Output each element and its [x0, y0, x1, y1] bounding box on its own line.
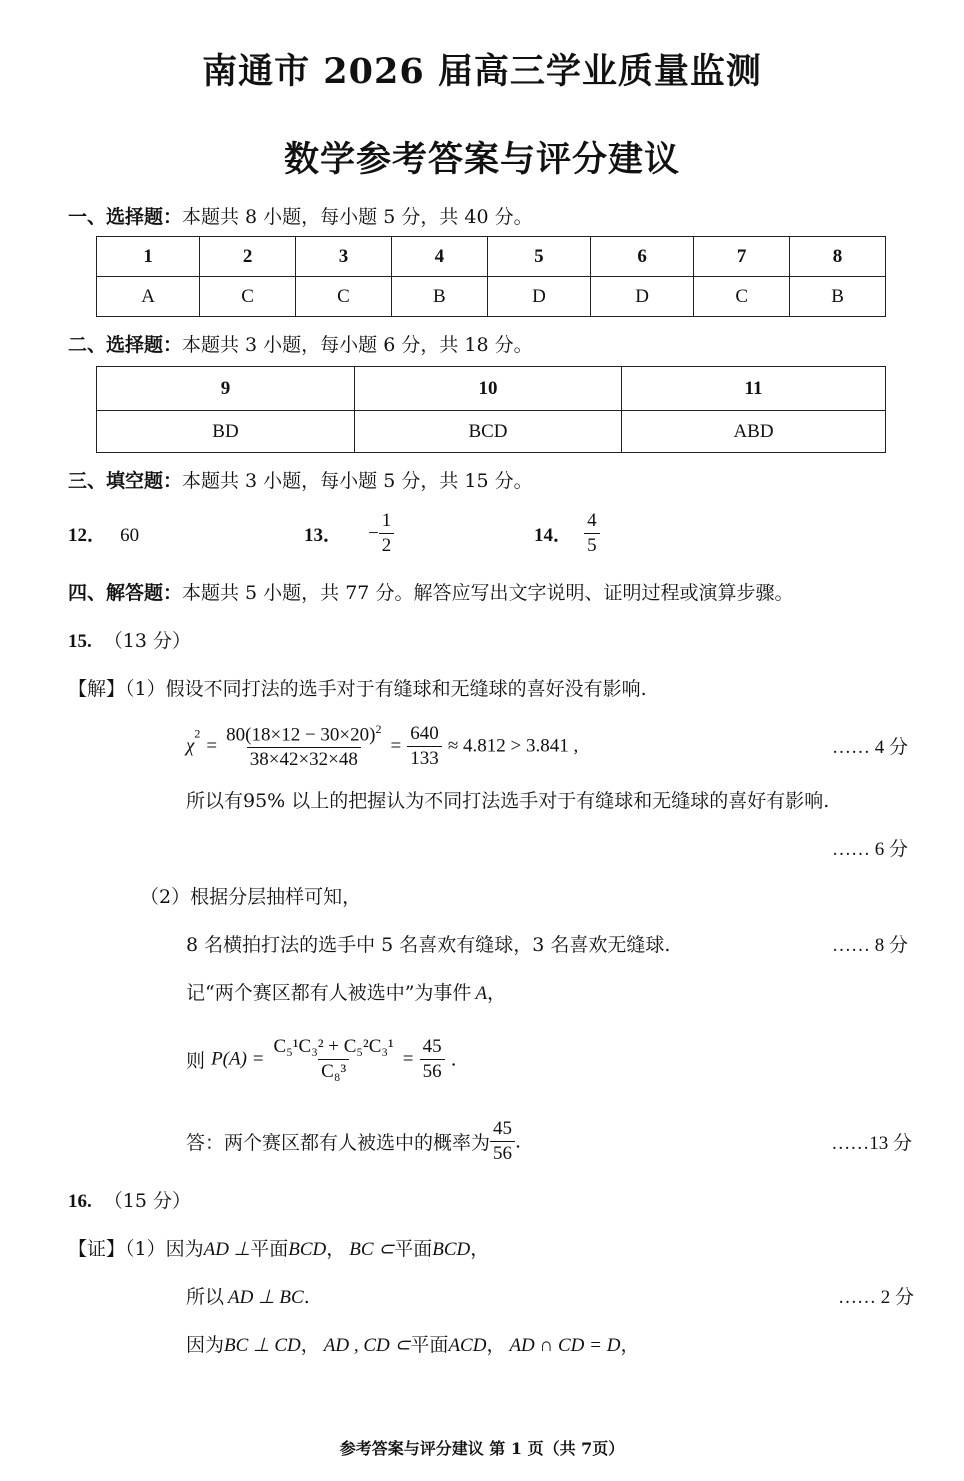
answer-cell: ABD: [622, 411, 886, 453]
answer-cell: A: [97, 277, 200, 317]
q15-part1-intro: [68, 674, 647, 701]
section1-label: 一、选择题：: [68, 206, 183, 228]
numerator: 45: [422, 1036, 442, 1057]
punctuation: ，: [486, 1334, 506, 1356]
numerator: 45: [493, 1118, 513, 1139]
page-subtitle: 数学参考答案与评分建议: [283, 139, 680, 180]
math: AD , CD ⊂: [323, 1335, 411, 1356]
q16-line2: [186, 1282, 310, 1309]
section1-heading: [68, 202, 533, 229]
fill-answer-12: [68, 520, 139, 547]
equals-sign: =: [402, 1048, 414, 1070]
question-number: 6: [591, 237, 694, 277]
math: BC ⊂: [349, 1239, 395, 1260]
section1-answer-table: [96, 236, 886, 317]
denominator: 56: [420, 1059, 445, 1083]
question-number: 11: [622, 367, 886, 411]
table-row: [97, 411, 886, 453]
math: ACD: [448, 1335, 487, 1356]
denominator: 2: [379, 533, 395, 557]
table-row: [97, 367, 886, 411]
answer-fraction: [379, 510, 395, 557]
numerator-text: 80(18×12 − 30×20): [226, 724, 376, 746]
denominator: C₈³: [318, 1059, 349, 1083]
section2-answer-table: [96, 366, 886, 453]
numerator: [223, 722, 384, 747]
numerator: C₅¹C₃² + C₅²C₃¹: [273, 1036, 394, 1057]
page-footer: 参考答案与评分建议 第 1 页（共 7页）: [339, 1439, 625, 1458]
chi-exponent: 2: [194, 726, 201, 741]
answer-cell: BD: [97, 411, 355, 453]
text: （1）因为: [125, 1238, 204, 1260]
math: BCD: [432, 1239, 471, 1260]
table-row: [97, 237, 886, 277]
question-number: 2: [200, 237, 296, 277]
q15-answer: [186, 1118, 521, 1165]
punctuation: ，: [620, 1334, 640, 1356]
chi-symbol: χ: [186, 735, 195, 757]
equals-sign: =: [206, 735, 218, 757]
punctuation: .: [303, 1286, 310, 1308]
score-marker: ……13 分: [831, 1133, 912, 1154]
text: 平面: [250, 1238, 289, 1260]
score-marker: …… 8 分: [831, 935, 908, 956]
numerator-exponent: 2: [375, 722, 382, 736]
question-number: 3: [296, 237, 392, 277]
part-text: （1）假设不同打法的选手对于有缝球和无缝球的喜好没有影响.: [125, 678, 647, 700]
event-desc: 记“两个赛区都有人被选中”为事件: [186, 982, 472, 1004]
section4-label: 四、解答题：: [68, 582, 183, 604]
section3-desc: 本题共 3 小题，每小题 5 分，共 15 分。: [182, 470, 533, 492]
text: 所以: [186, 1286, 225, 1308]
score-marker: …… 6 分: [831, 839, 908, 860]
q15-part2-line2: [186, 978, 506, 1005]
section3-heading: [68, 466, 533, 493]
math: BC ⊥ CD: [224, 1335, 301, 1356]
punctuation: ，: [487, 982, 507, 1004]
answer-cell: BCD: [355, 411, 622, 453]
text: 平面: [410, 1334, 449, 1356]
section2-desc: 本题共 3 小题，每小题 6 分，共 18 分。: [182, 334, 533, 356]
chi-fraction: [223, 722, 384, 771]
q15-conclusion1: 所以有95% 以上的把握认为不同打法选手对于有缝球和无缝球的喜好有影响.: [186, 790, 830, 812]
q15-header: [68, 626, 191, 653]
prefix-text: 则: [186, 1050, 206, 1072]
answer-fraction: [584, 510, 600, 557]
probability-function: P(A) =: [211, 1048, 265, 1070]
text: 因为: [186, 1334, 225, 1356]
answer-cell: B: [391, 277, 487, 317]
answer-cell: C: [200, 277, 296, 317]
answer-cell: C: [694, 277, 790, 317]
denominator: 56: [490, 1141, 515, 1165]
question-label: 16.: [68, 1191, 92, 1212]
fill-answer-13: [304, 510, 394, 557]
question-number: 9: [97, 367, 355, 411]
question-number: 7: [694, 237, 790, 277]
answer-fraction: [490, 1118, 515, 1165]
probability-formula: [186, 1036, 457, 1083]
q16-header: [68, 1186, 191, 1213]
question-label: 12．: [68, 525, 107, 546]
question-label: 14．: [534, 525, 573, 546]
table-row: [97, 277, 886, 317]
section1-desc: 本题共 8 小题，每小题 5 分，共 40 分。: [182, 206, 533, 228]
q16-line1: [68, 1234, 489, 1261]
numerator: 1: [381, 510, 392, 531]
math: AD ∩ CD = D: [509, 1335, 621, 1356]
denominator: 5: [584, 533, 600, 557]
q16-line3: [186, 1330, 639, 1357]
answer-cell: B: [790, 277, 886, 317]
chi-result-fraction: [407, 723, 442, 770]
section4-desc: 本题共 5 小题，共 77 分。解答应写出文字说明、证明过程或演算步骤。: [182, 582, 794, 604]
question-points: （15 分）: [103, 1190, 192, 1212]
fill-answer-14: [534, 510, 600, 557]
punctuation: .: [450, 1048, 457, 1071]
answer-text: 答：两个赛区都有人被选中的概率为: [186, 1132, 491, 1154]
equals-sign: =: [390, 735, 402, 757]
probability-result: [420, 1036, 445, 1083]
punctuation: ，: [300, 1334, 320, 1356]
answer-sign: −: [368, 522, 379, 544]
probability-fraction: [271, 1036, 397, 1083]
answer-cell: C: [296, 277, 392, 317]
answer-value: 60: [120, 525, 140, 546]
proof-tag: 【证】: [68, 1238, 126, 1260]
question-number: 8: [790, 237, 886, 277]
q15-part2-intro: （2）根据分层抽样可知，: [140, 886, 362, 908]
solution-tag: 【解】: [68, 678, 126, 700]
math: BCD: [288, 1239, 327, 1260]
punctuation: ，: [326, 1238, 346, 1260]
section3-label: 三、填空题：: [68, 470, 183, 492]
chi-square-formula: [186, 722, 578, 771]
punctuation: .: [515, 1130, 522, 1153]
score-marker: …… 2 分: [837, 1287, 914, 1308]
section2-label: 二、选择题：: [68, 334, 183, 356]
numerator: 640: [410, 723, 439, 745]
denominator: 133: [407, 746, 442, 770]
math: AD ⊥: [203, 1239, 251, 1260]
answer-cell: D: [591, 277, 694, 317]
question-number: 4: [391, 237, 487, 277]
punctuation: ，: [470, 1238, 490, 1260]
answer-cell: D: [487, 277, 590, 317]
event-symbol: A: [475, 983, 488, 1004]
question-points: （13 分）: [103, 630, 192, 652]
question-number: 10: [355, 367, 622, 411]
chi-result: ≈ 4.812 > 3.841 ,: [447, 735, 579, 757]
numerator: 4: [587, 510, 597, 531]
denominator: 38×42×32×48: [247, 747, 361, 771]
question-number: 5: [487, 237, 590, 277]
question-label: 15.: [68, 631, 92, 652]
text: 平面: [394, 1238, 433, 1260]
section4-heading: [68, 578, 793, 605]
score-marker: …… 4 分: [831, 737, 908, 758]
q15-part2-line1: 8 名横拍打法的选手中 5 名喜欢有缝球，3 名喜欢无缝球.: [186, 934, 671, 956]
math: AD ⊥ BC: [228, 1287, 304, 1308]
section2-heading: [68, 330, 533, 357]
question-label: 13．: [304, 525, 343, 546]
question-number: 1: [97, 237, 200, 277]
page-title: 南通市 2026 届高三学业质量监测: [202, 51, 762, 92]
